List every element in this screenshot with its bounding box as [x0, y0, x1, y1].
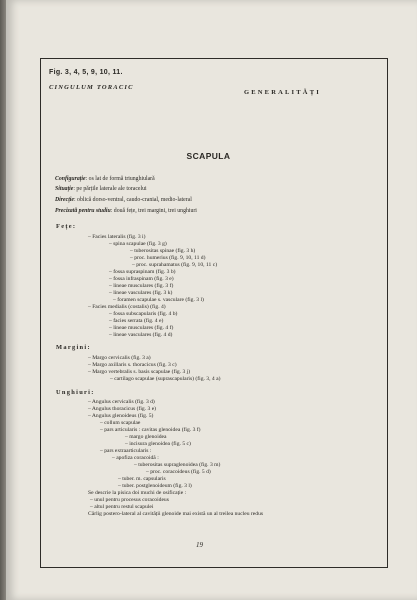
list-item: – lineae vasculares (fig. 4 d)	[109, 332, 173, 338]
list-item: – Facies lateralis (fig. 3 i)	[88, 234, 146, 240]
chapter-heading: GENERALITĂȚI	[244, 89, 321, 96]
list-item: Cârlig postero-lateral al cavității glenoide mai există un al treilea nucleu redus	[88, 511, 264, 517]
list-item: – Margo axillaris s. thoracicus (fig. 3 c)	[88, 362, 177, 368]
list-item: – pars extraarticularis :	[100, 448, 152, 454]
meta-label: Direcție	[55, 197, 74, 203]
list-item: – proc. suprahamatus (fig. 9, 10, 11 c)	[132, 262, 218, 268]
list-item: – Angulus cervicalis (fig. 3 d)	[88, 399, 155, 405]
region-heading: CINGULUM TORACIC	[49, 84, 134, 91]
list-item: – proc. coracoideus (fig. 5 d)	[146, 469, 211, 475]
list-item: – tuberositas supraglenoidea (fig. 3 m)	[134, 462, 221, 468]
list-item: – pars articularis : cavitas glenoidea (fig. 3 f)	[100, 427, 201, 433]
list-item: – collum scapulae	[100, 420, 141, 426]
list-item: – foramen scapulae s. vasculare (fig. 3 l)	[113, 297, 204, 303]
meta-text: : pe părțile laterale ale toracelui	[73, 186, 147, 192]
list-item: – Angulus thoracicus (fig. 3 e)	[88, 406, 157, 412]
list-item: – spina scapulae (fig. 3 g)	[109, 241, 167, 247]
meta-precizata	[55, 208, 197, 215]
list-item: – facies serrata (fig. 4 e)	[109, 318, 164, 324]
list-item: – incisura glenoidea (fig. 5 c)	[125, 441, 191, 447]
meta-directie	[55, 197, 192, 204]
list-item: – lineae musculares (fig. 3 f)	[109, 283, 174, 289]
list-item: – lineae musculares (fig. 4 f)	[109, 325, 174, 331]
section-fete: Fețe:	[56, 223, 77, 230]
meta-text: : oblică dorso-ventral, caudo-cranial, medio-lateral	[74, 197, 192, 203]
list-item: – Margo cervicalis (fig. 3 a)	[88, 355, 151, 361]
list-item: – Facies medialis (costalis) (fig. 4)	[88, 304, 166, 310]
meta-situatie	[55, 186, 147, 193]
list-item: – cartilago scapulae (suprascapularis) (fig. 3, 4 a)	[110, 376, 221, 382]
list-item: – margo glenoidea	[125, 434, 167, 440]
section-margini: Margini:	[56, 344, 91, 351]
meta-label: Precizată pentru studiu	[55, 208, 111, 214]
page-number: 19	[196, 541, 203, 549]
meta-text: : două fețe, trei margini, trei unghiuri	[110, 208, 197, 214]
list-item: – proc. humerius (fig. 9, 10, 11 d)	[130, 255, 206, 261]
meta-label: Configurație	[55, 176, 86, 182]
list-item: – fossa supraspinam (fig. 3 b)	[109, 269, 176, 275]
section-unghiuri: Unghiuri:	[56, 389, 95, 396]
meta-label: Situație	[55, 186, 74, 192]
list-item: – apofiza coracoidă :	[112, 455, 159, 461]
list-item: – unul pentru procesus coracoideus	[90, 497, 169, 503]
list-item: – lineae vasculares (fig. 3 k)	[109, 290, 173, 296]
page-title: SCAPULA	[186, 151, 231, 161]
list-item: – fossa infraspinam (fig. 3 e)	[109, 276, 174, 282]
list-item: – Margo vertebralis s. basis scapulae (fig. 3 j)	[88, 369, 191, 375]
list-item: Se descrie la pisica doi muchi de osificație :	[88, 490, 187, 496]
list-item: – fossa subscapularis (fig. 4 b)	[109, 311, 178, 317]
list-item: – Angulus glenoideus (fig. 5)	[88, 413, 154, 419]
list-item: – tuber. m. capsularis	[118, 476, 166, 482]
list-item: – tuberositas spinae (fig. 3 h)	[130, 248, 196, 254]
meta-configuratie	[55, 176, 155, 183]
meta-text: : os lat de formă triunghiulară	[85, 176, 155, 182]
figure-reference: Fig. 3, 4, 5, 9, 10, 11.	[49, 69, 123, 76]
list-item: – altul pentru restul scapulei	[90, 504, 154, 510]
list-item: – tuber. postglenoideum (fig. 3 l)	[118, 483, 192, 489]
